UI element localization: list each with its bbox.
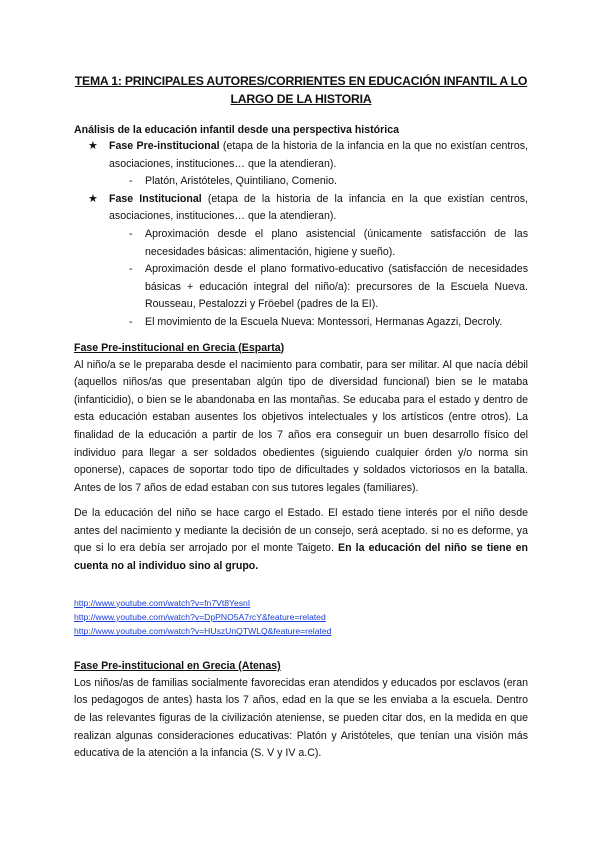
phase-label: Fase Institucional: [109, 192, 202, 205]
dash-bullet: -: [129, 175, 133, 188]
section-heading-athens: Fase Pre-institucional en Grecia (Atenas): [74, 659, 281, 672]
phase-subitems: [74, 173, 528, 191]
star-icon: ★: [88, 140, 98, 152]
phase-item: [74, 138, 528, 173]
dash-bullet: -: [129, 263, 133, 276]
star-icon: ★: [88, 192, 98, 205]
analysis-heading: Análisis de la educación infantil desde una perspectiva histórica: [74, 124, 399, 136]
dash-bullet: -: [129, 315, 133, 328]
sparta-paragraph-1: Al niño/a se le preparaba desde el nacimiento para combatir, para ser militar. Al que nacía débil (aquellos niños/as que presentaban algún tipo de diversidad funcional) bien se le mataba (infanticidio), o bien se le abandonaba en las montañas. Se educaba para el estado y dentro de esta educación estaban ausentes los objetivos intelectuales y los artísticos (entre otros). La finalidad de la educación a partir de los 7 años era conseguir un buen desarrollo físico del individuo para llegar a ser soldados obedientes (siguiendo cualquier órden y/o norma sin oponerse), capaces de soportar todo tipo de dificultades y soldados victoriosos en la batalla. Antes de los 7 años de edad estaban con sus tutores legales (familiares).: [74, 358, 528, 494]
dash-bullet: -: [129, 227, 133, 240]
video-link[interactable]: http://www.youtube.com/watch?v=HUszUnQTWLQ&feature=related: [74, 626, 332, 637]
list-item: [74, 173, 528, 191]
video-links: [74, 596, 528, 639]
phase-label: Fase Pre-institucional: [109, 140, 220, 152]
video-link[interactable]: http://www.youtube.com/watch?v=DpPNO5A7rcY&feature=related: [74, 612, 326, 623]
video-link[interactable]: http://www.youtube.com/watch?v=fn7Vt8YesnI: [74, 597, 251, 608]
subitem-text: Aproximación desde el plano formativo-educativo (satisfacción de necesidades básicas + educación integral del niño/a): precursores de la Escuela Nueva. Rousseau, Pestalozzi y Fröebel (padres de la EI).: [145, 263, 528, 311]
list-item: [74, 226, 528, 261]
list-item: [74, 314, 528, 332]
subitem-text: Platón, Aristóteles, Quintiliano, Comenio.: [145, 175, 337, 188]
subitem-text: Aproximación desde el plano asistencial (únicamente satisfacción de las necesidades básicas: alimentación, higiene y sueño).: [145, 227, 528, 258]
section-heading-sparta: Fase Pre-institucional en Grecia (Esparta): [74, 341, 285, 354]
phase-item: [74, 191, 528, 226]
sparta-paragraph-2: [74, 505, 528, 575]
phase-subitems: [74, 226, 528, 332]
athens-paragraph-1: Los niños/as de familias socialmente favorecidas eran atendidos y educados por esclavos (eran los pedagogos de antes) hasta los 7 años, edad en la que se les enviaba a la escuela. Dentro de las relevantes figuras de la civilización ateniense, se pueden citar dos, en la medida en que realizan algunas consideraciones educativas: Platón y Aristóteles, que tenían una visión más educativa de la atención a la infancia (S. V y IV a.C).: [74, 676, 528, 760]
phase-text: (etapa de la historia de la infancia en la que existían centros, asociaciones, instituciones… que la atendieran).: [109, 192, 529, 223]
sparta-p2-bold: En la educación del niño se tiene en cuenta no al individuo sino al grupo.: [74, 542, 529, 573]
phase-text: (etapa de la historia de la infancia en la que no existían centros, asociaciones, instituciones… que la atendieran).: [109, 140, 528, 170]
list-item: [74, 261, 528, 314]
document-title: TEMA 1: PRINCIPALES AUTORES/CORRIENTES EN EDUCACIÓN INFANTIL A LO LARGO DE LA HISTORIA: [74, 74, 528, 106]
sparta-p2-text: De la educación del niño se hace cargo el Estado. El estado tiene interés por el niño desde antes del nacimiento y mediante la decisión de un consejo, será aceptado. si no es deforme, ya que si lo era debía ser arrojado por el monte Taigeto.: [74, 507, 528, 555]
subitem-text: El movimiento de la Escuela Nueva: Montessori, Hermanas Agazzi, Decroly.: [145, 315, 503, 328]
